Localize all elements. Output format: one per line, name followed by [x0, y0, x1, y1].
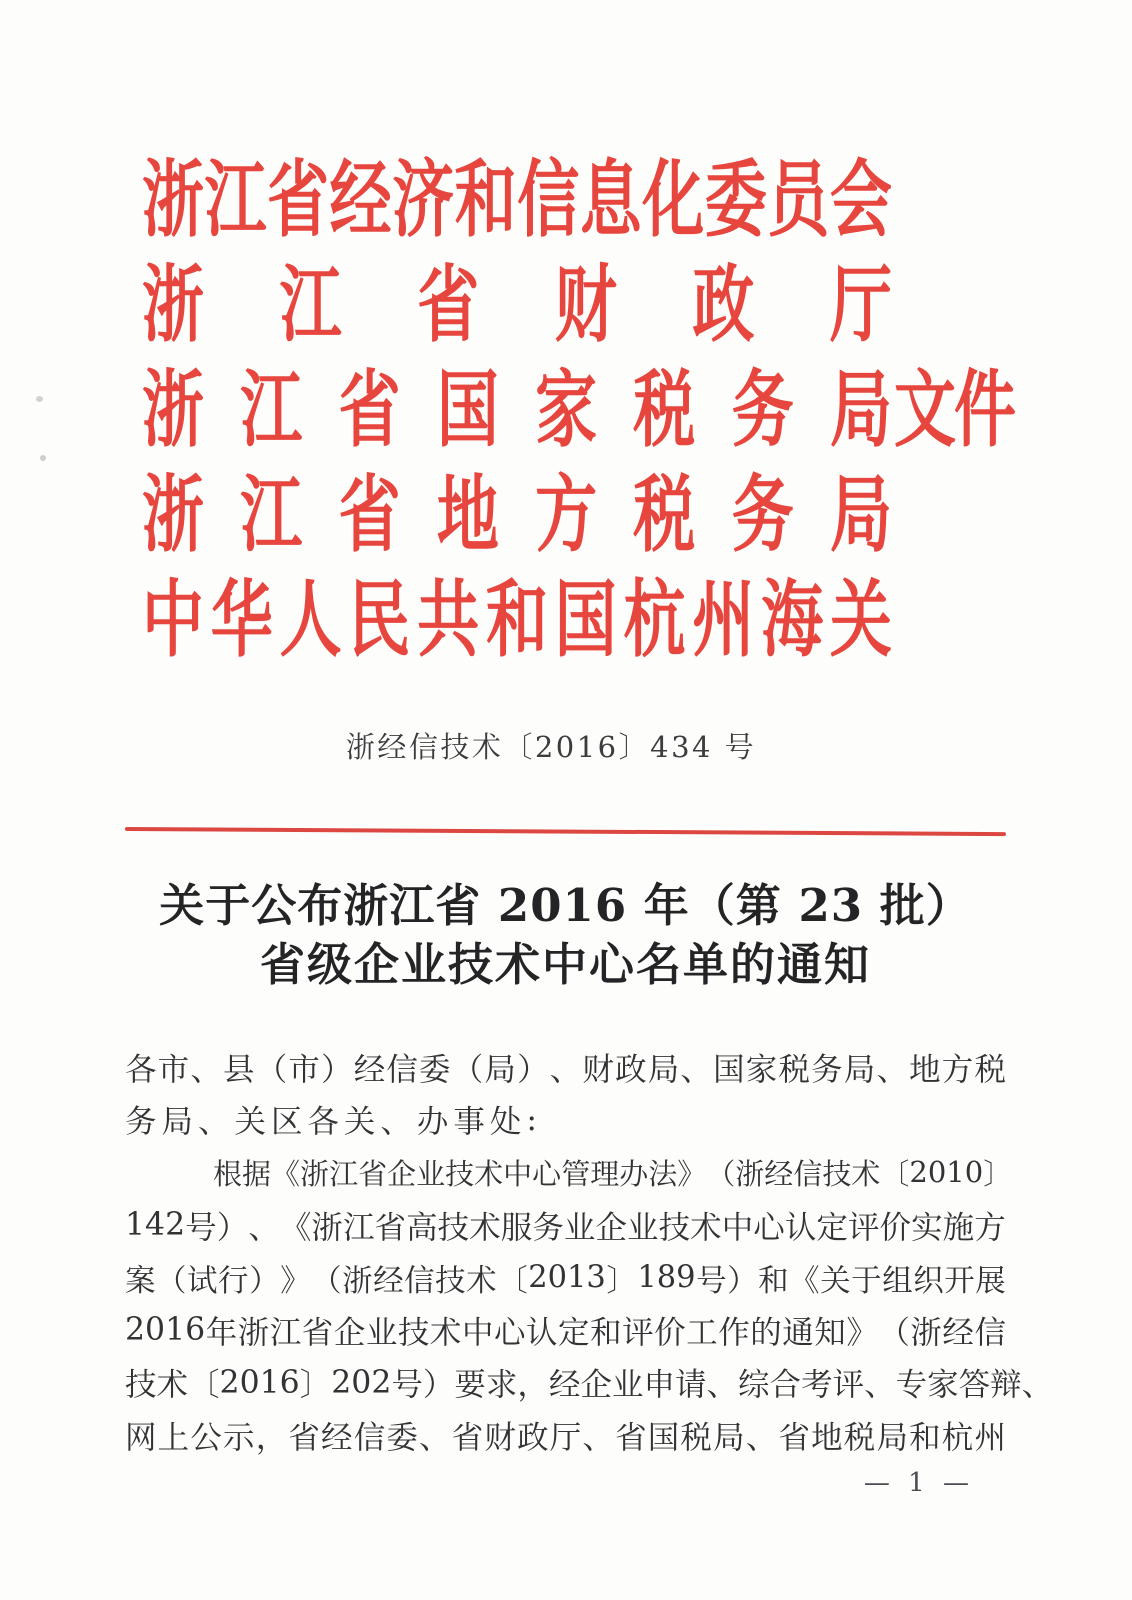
- document-title-line-1: 关于公布浙江省 2016 年（第 23 批）: [159, 879, 972, 932]
- scan-speck: [36, 396, 43, 402]
- page-number: — 1 —: [863, 1468, 974, 1498]
- letterhead-line-3: 浙 江 省 国 家 税 务 局: [142, 359, 892, 459]
- body-line-1: 各 市 、 县 （ 市 ） 经 信 委 （ 局 ） 、 财 政 局 、 国 家 税 务 局 、 地 方 税: [125, 1051, 1006, 1088]
- body-line-3: 根 据 《 浙 江 省 企 业 技 术 中 心 管 理 办 法 》 （ 浙 经 信 技 术 〔 2010 〕: [213, 1155, 1013, 1191]
- letterhead-line-4: 浙 江 省 地 方 税 务 局: [142, 464, 892, 564]
- body-line-6: 2016 年 浙 江 省 企 业 技 术 中 心 认 定 和 评 价 工 作 的 通 知 》 （ 浙 经 信: [125, 1312, 1006, 1351]
- letterhead: [142, 140, 1015, 669]
- document-title: [125, 876, 1006, 994]
- letterhead-file-suffix: 文件: [894, 359, 1015, 459]
- red-divider-line: [125, 827, 1006, 836]
- document-title-line-2: 省级企业技术中心名单的通知: [259, 938, 871, 991]
- body-line-7: 技 术 〔 2016 〕 202 号 ） 要 求 ， 经 企 业 申 请 、 综 合 考 评 、 专 家 答 辩 、: [125, 1364, 1054, 1404]
- letterhead-line-1: 浙 江 省 经 济 和 信 息 化 委 员 会: [142, 149, 892, 249]
- body-line-4: 142 号 ） 、 《 浙 江 省 高 技 术 服 务 业 企 业 技 术 中 心 认 定 评 价 实 施 方: [125, 1207, 1006, 1246]
- letterhead-line-5: 中 华 人 民 共 和 国 杭 州 海 关: [142, 569, 892, 669]
- document-number: 浙经信技术〔2016〕434 号: [345, 730, 757, 764]
- letterhead-line-2: 浙 江 省 财 政 厅: [142, 254, 892, 354]
- scan-speck: [40, 455, 46, 461]
- body-line-2: 务 局 、 关 区 各 关 、 办 事 处 :: [125, 1101, 537, 1141]
- document-body: [125, 1041, 1054, 1462]
- body-line-5: 案 （ 试 行 ） 》 （ 浙 经 信 技 术 〔 2013 〕 189 号 ） 和 《 关 于 组 织 开 展: [125, 1260, 1006, 1299]
- body-line-8: 网 上 公 示 ， 省 经 信 委 、 省 财 政 厅 、 省 国 税 局 、 省 地 税 局 和 杭 州: [125, 1419, 1006, 1456]
- letterhead-row: [142, 560, 1014, 669]
